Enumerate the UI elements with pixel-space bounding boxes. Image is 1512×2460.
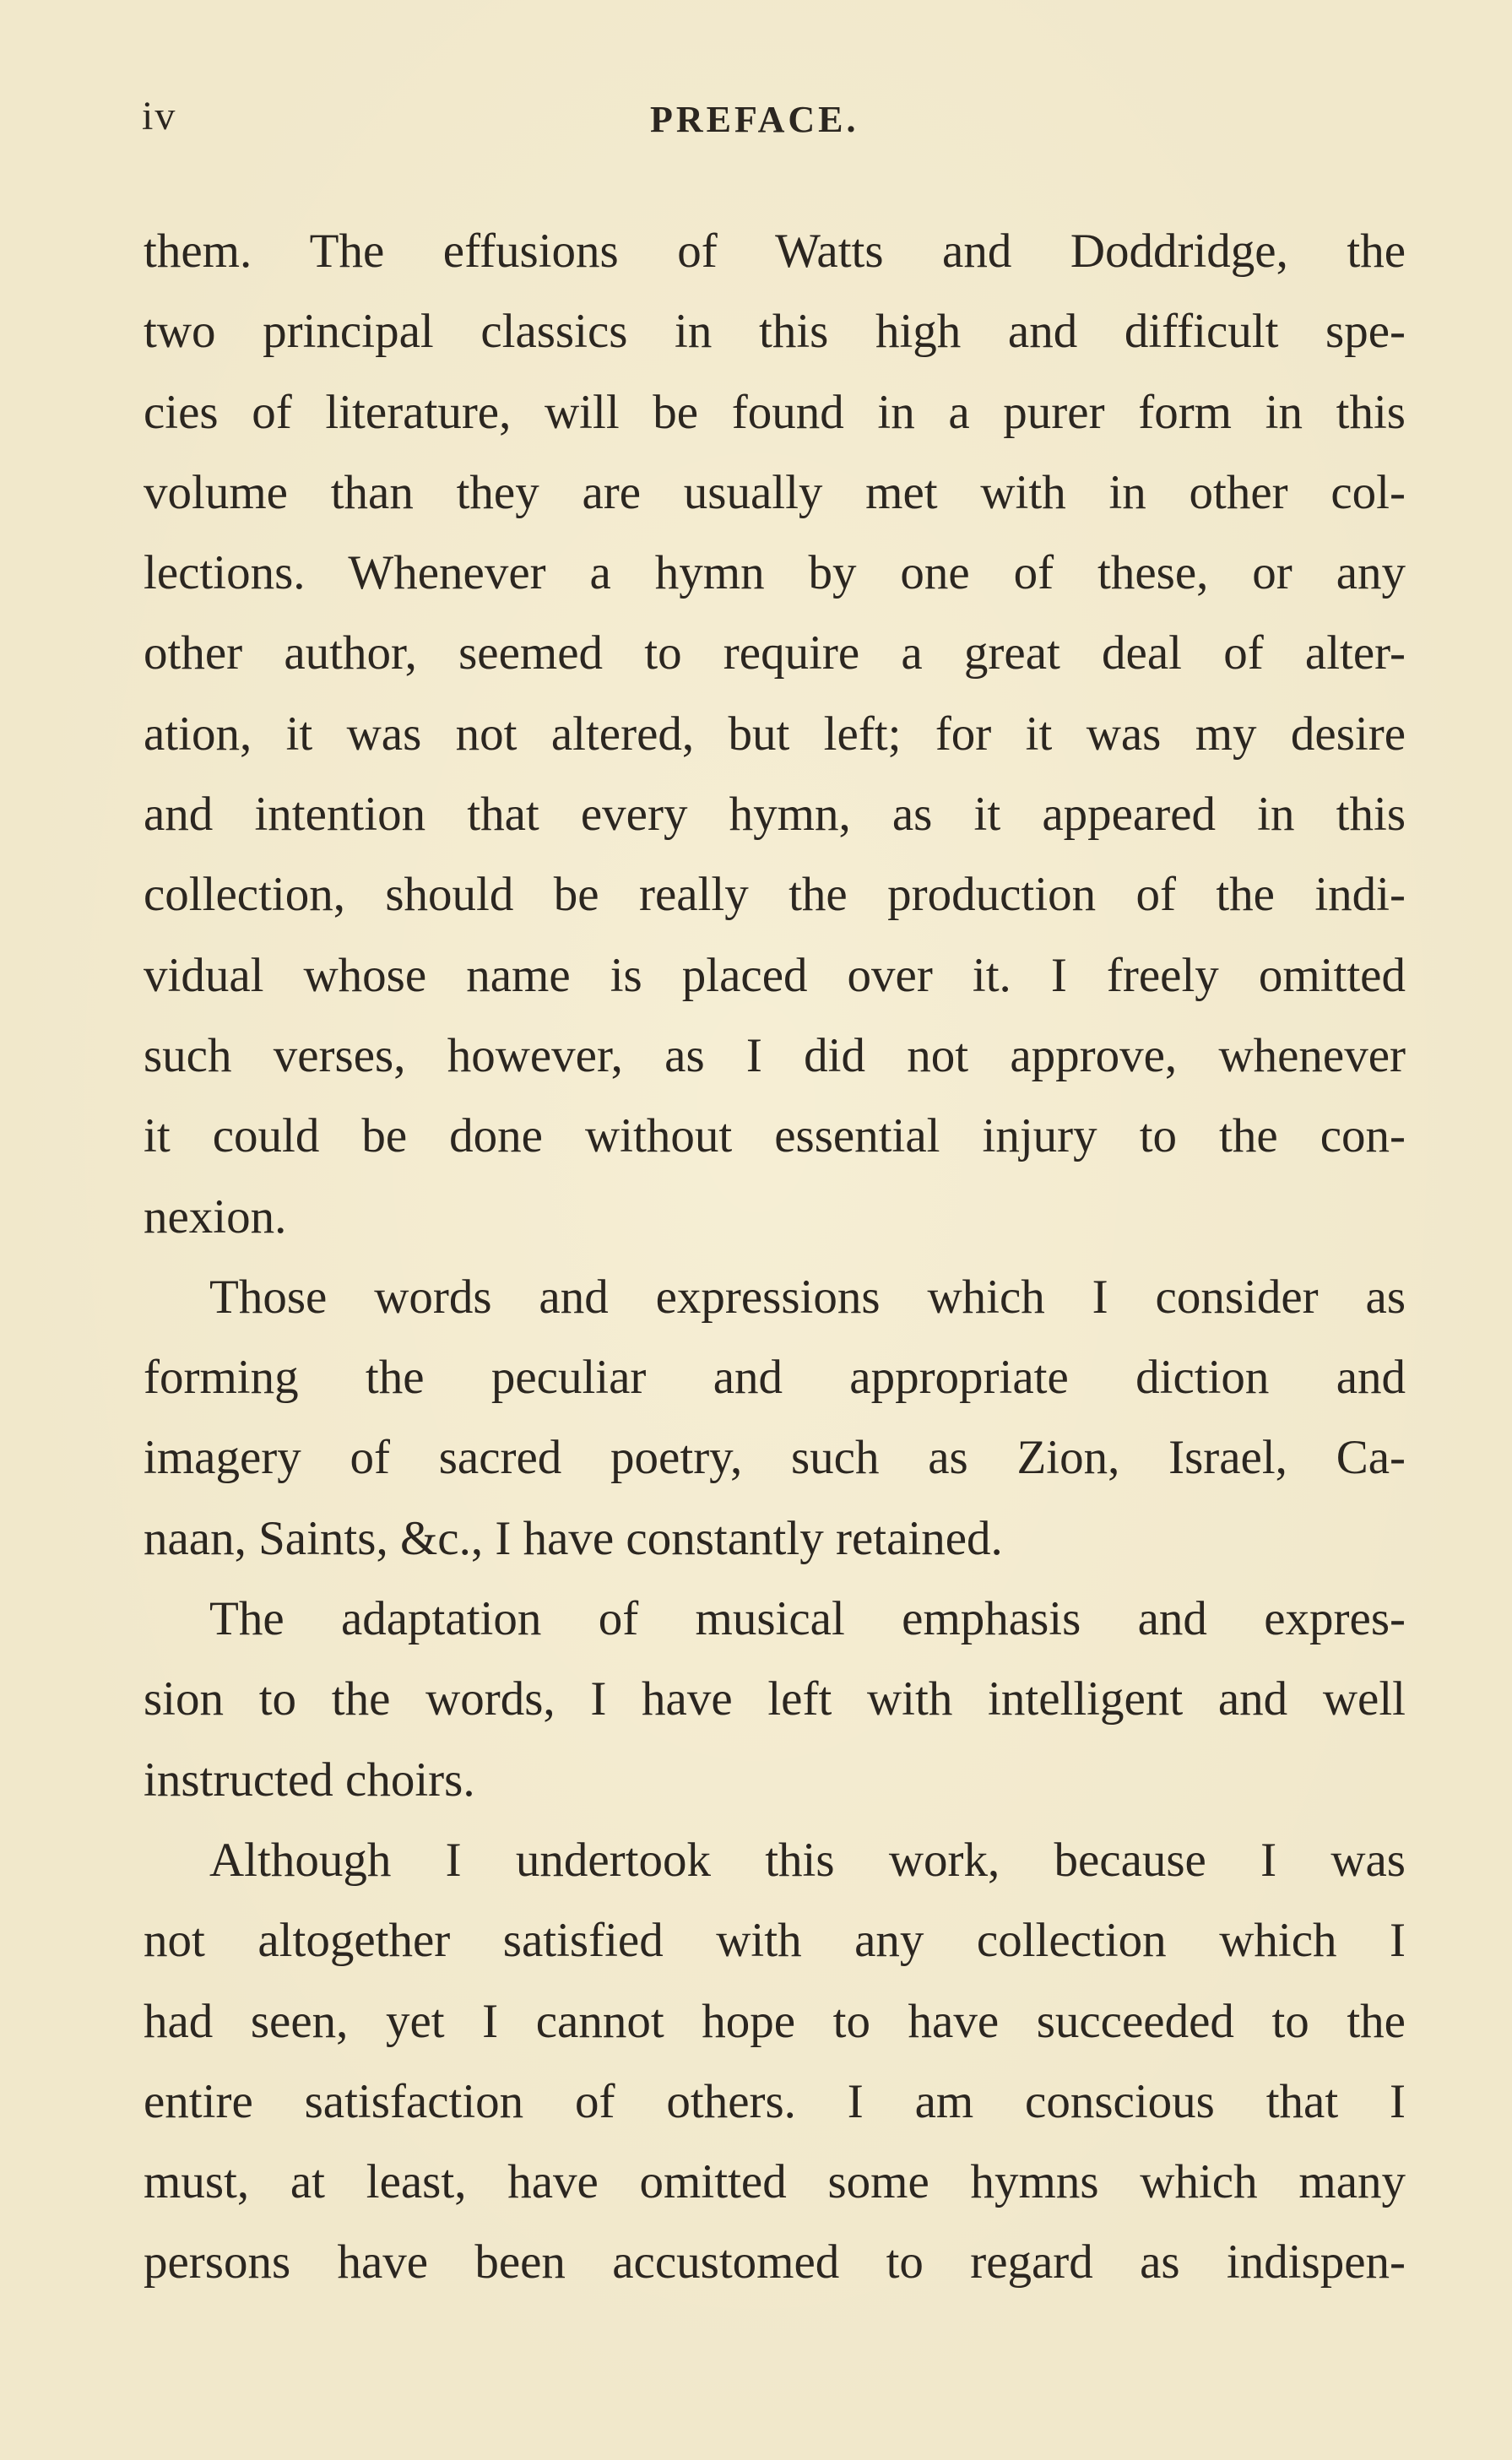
text-line: vidual whose name is placed over it. I freely omitted [144,948,1406,1002]
page-number: iv [142,94,177,138]
text-line: Those words and expressions which I consider as [209,1270,1406,1324]
text-line: volume than they are usually met with in other col- [144,465,1406,519]
text-line: other author, seemed to require a great deal of alter- [144,626,1406,680]
text-line: and intention that every hymn, as it appeared in this [144,788,1406,842]
text-line: sion to the words, I have left with intelligent and well [144,1672,1406,1726]
text-line: nexion. [144,1189,287,1244]
text-line: had seen, yet I cannot hope to have succeeded to the [144,1994,1406,2048]
text-line: collection, should be really the production of the indi- [144,868,1406,922]
text-line: them. The effusions of Watts and Doddridge, the [144,225,1406,278]
text-line: ation, it was not altered, but left; for it was my desire [144,707,1406,761]
text-line: entire satisfaction of others. I am conscious that I [144,2074,1406,2128]
text-line: imagery of sacred poetry, such as Zion, Israel, Ca- [144,1431,1406,1485]
text-line: two principal classics in this high and difficult spe- [144,305,1406,359]
text-line: persons have been accustomed to regard as indispen- [144,2235,1406,2289]
running-title: PREFACE. [650,99,859,140]
text-line: Although I undertook this work, because I was [209,1833,1406,1887]
text-line: must, at least, have omitted some hymns which many [144,2155,1406,2209]
text-line: naan, Saints, &c., I have constantly retained. [144,1511,1003,1565]
text-line: The adaptation of musical emphasis and expres- [209,1592,1406,1646]
text-line: cies of literature, will be found in a purer form in this [144,385,1406,439]
text-line: instructed choirs. [144,1753,475,1807]
text-line: not altogether satisfied with any collection which I [144,1914,1406,1968]
text-line: forming the peculiar and appropriate diction and [144,1351,1406,1405]
body-text [144,211,1406,2303]
text-line: such verses, however, as I did not approve, whenever [144,1028,1406,1082]
text-line: it could be done without essential injury to the con- [144,1109,1406,1163]
text-line: lections. Whenever a hymn by one of these, or any [144,546,1406,600]
running-head [0,93,1512,144]
